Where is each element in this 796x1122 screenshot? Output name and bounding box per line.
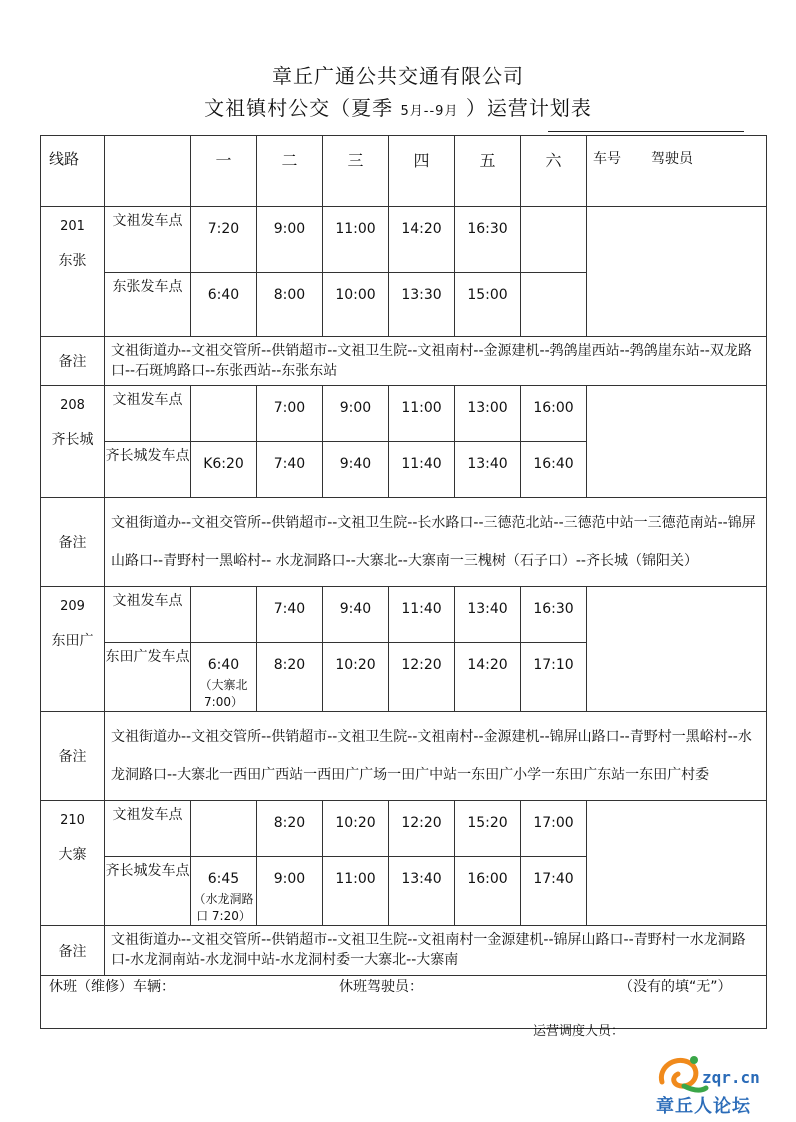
- departure-time: [455, 643, 521, 712]
- departure-time: [257, 801, 323, 857]
- departure-point: 齐长城发车点: [105, 857, 191, 926]
- route-number: 210: [60, 813, 85, 828]
- fill-hint: （没有的填“无”）: [619, 979, 732, 995]
- time-value: 6:45: [207, 871, 240, 887]
- time-value: 11:00: [335, 871, 376, 887]
- departure-time: [521, 801, 587, 857]
- remark-row: [41, 926, 767, 976]
- route-number: 201: [60, 219, 85, 234]
- time-value: 10:20: [335, 815, 376, 831]
- route-number: 209: [60, 599, 85, 614]
- departure-time: [455, 273, 521, 337]
- time-value: K6:20: [203, 456, 244, 472]
- route-cell: [41, 587, 105, 712]
- departure-time: [389, 643, 455, 712]
- time-value: 8:00: [273, 287, 306, 303]
- departure-time: [389, 857, 455, 926]
- time-value: 9:00: [273, 871, 306, 887]
- company-title: 章丘广通公共交通有限公司: [272, 64, 524, 88]
- remark-label: 备注: [41, 337, 105, 386]
- time-value: 16:30: [467, 221, 508, 237]
- plan-title: [0, 92, 796, 121]
- departure-time: [389, 207, 455, 273]
- time-value: 7:00: [273, 400, 306, 416]
- departure-time: [191, 386, 257, 442]
- route-name: 大寨: [58, 847, 87, 863]
- departure-time: [191, 643, 257, 712]
- car-driver-cell: [587, 207, 767, 337]
- time-value: 17:40: [533, 871, 574, 887]
- departure-point: 文祖发车点: [105, 207, 191, 273]
- time-value: 13:00: [467, 400, 508, 416]
- time-value: 13:40: [467, 601, 508, 617]
- departure-time: [455, 386, 521, 442]
- remark-label: 备注: [41, 926, 105, 976]
- table-row: [41, 207, 767, 273]
- route-name: 齐长城: [51, 432, 94, 448]
- dispatcher-label: 运营调度人员：: [533, 1024, 625, 1039]
- time-value: 11:40: [401, 456, 442, 472]
- time-value: 14:20: [467, 657, 508, 673]
- time-value: 7:20: [207, 221, 240, 237]
- logo-site: zqr.cn: [702, 1068, 760, 1087]
- departure-point: 文祖发车点: [105, 386, 191, 442]
- table-header-row: [41, 136, 767, 207]
- idle-driver-label: 休班驾驶员：: [339, 979, 423, 995]
- departure-time: [521, 857, 587, 926]
- time-value: 9:40: [339, 601, 372, 617]
- time-value: 15:20: [467, 815, 508, 831]
- departure-time: [521, 442, 587, 498]
- time-value: 16:00: [533, 400, 574, 416]
- time-value: 12:20: [401, 815, 442, 831]
- footer-row: [41, 976, 767, 1029]
- departure-time: [191, 587, 257, 643]
- time-value: 9:40: [339, 456, 372, 472]
- departure-time: [521, 643, 587, 712]
- departure-time: [521, 386, 587, 442]
- header-day-1: 一: [191, 136, 257, 207]
- departure-time: [191, 857, 257, 926]
- time-value: 6:40: [207, 287, 240, 303]
- car-driver-cell: [587, 801, 767, 926]
- departure-point: 文祖发车点: [105, 801, 191, 857]
- departure-time: [323, 587, 389, 643]
- time-value: 16:40: [533, 456, 574, 472]
- departure-time: [323, 643, 389, 712]
- header-day-6: 六: [521, 136, 587, 207]
- time-value: 14:20: [401, 221, 442, 237]
- plan-title-suffix: ）运营计划表: [465, 96, 592, 120]
- time-value: 10:20: [335, 657, 376, 673]
- header-car-driver: [587, 136, 767, 207]
- remark-label: 备注: [41, 712, 105, 801]
- time-value: 13:40: [401, 871, 442, 887]
- departure-time: [323, 442, 389, 498]
- idle-vehicle-label: 休班（维修）车辆：: [49, 979, 175, 995]
- departure-time: [257, 643, 323, 712]
- departure-time: [521, 207, 587, 273]
- departure-time: [389, 587, 455, 643]
- route-cell: [41, 207, 105, 337]
- header-day-5: 五: [455, 136, 521, 207]
- departure-time: [323, 207, 389, 273]
- departure-time: [257, 442, 323, 498]
- forum-logo: [650, 1050, 790, 1118]
- departure-time: [191, 801, 257, 857]
- remark-label: 备注: [41, 498, 105, 587]
- header-day-3: 三: [323, 136, 389, 207]
- remark-row: [41, 712, 767, 801]
- departure-time: [323, 273, 389, 337]
- departure-time: [323, 386, 389, 442]
- header-line: 线路: [41, 136, 105, 207]
- route-cell: [41, 801, 105, 926]
- route-number: 208: [60, 398, 85, 413]
- time-value: 12:20: [401, 657, 442, 673]
- time-value: 16:00: [467, 871, 508, 887]
- departure-time: [191, 273, 257, 337]
- departure-time: [257, 386, 323, 442]
- departure-time: [455, 587, 521, 643]
- time-value: 9:00: [273, 221, 306, 237]
- footer-cell: [41, 976, 767, 1029]
- header-blank: [105, 136, 191, 207]
- departure-time: [389, 273, 455, 337]
- departure-time: [389, 801, 455, 857]
- departure-time: [455, 857, 521, 926]
- table-row: [41, 801, 767, 857]
- time-value: 8:20: [273, 657, 306, 673]
- header-car: 车号: [593, 151, 621, 167]
- time-value: 17:00: [533, 815, 574, 831]
- remark-stops: 文祖街道办--文祖交管所--供销超市--文祖卫生院--文祖南村一金源建机--锦屏山路口--青野村一水龙洞路口-水龙洞南站-水龙洞中站-水龙洞村委一大寨北--大寨南: [105, 926, 767, 976]
- time-value: 9:00: [339, 400, 372, 416]
- car-driver-cell: [587, 386, 767, 498]
- header-driver: 驾驶员: [651, 151, 693, 167]
- time-value: 7:40: [273, 456, 306, 472]
- title-underline: [548, 131, 744, 132]
- departure-time: [323, 801, 389, 857]
- departure-time: [191, 442, 257, 498]
- departure-point: 东田广发车点: [105, 643, 191, 712]
- remark-stops: 文祖街道办--文祖交管所--供销超市--文祖卫生院--文祖南村--金源建机--锦屏山路口--青野村一黑峪村--水龙洞路口--大寨北一西田广西站一西田广广场一田广中站一东田广小学一东田广东站一东田广村委: [105, 712, 767, 801]
- time-value: 10:00: [335, 287, 376, 303]
- departure-time: [191, 207, 257, 273]
- time-value: 13:40: [467, 456, 508, 472]
- remark-stops: 文祖街道办--文祖交管所--供销超市--文祖卫生院--长水路口--三德范北站--三德范中站一三德范南站--锦屏山路口--青野村一黑峪村-- 水龙洞路口--大寨北--大寨南一三槐树（石子口）--齐长城（锦阳关）: [105, 498, 767, 587]
- plan-title-months: 5月--9月: [400, 104, 459, 119]
- header-day-4: 四: [389, 136, 455, 207]
- time-value: 11:40: [401, 601, 442, 617]
- time-value: 16:30: [533, 601, 574, 617]
- logo-name: 章丘人论坛: [656, 1096, 751, 1117]
- time-note: （水龙洞路口 7:20）: [193, 892, 254, 923]
- departure-point: 齐长城发车点: [105, 442, 191, 498]
- route-cell: [41, 386, 105, 498]
- plan-title-prefix: 文祖镇村公交（夏季: [204, 96, 394, 120]
- departure-time: [455, 442, 521, 498]
- departure-point: 文祖发车点: [105, 587, 191, 643]
- remark-stops: 文祖街道办--文祖交管所--供销超市--文祖卫生院--文祖南村--金源建机--鹁鸽崖西站--鹁鸽崖东站--双龙路口--石斑鸠路口--东张西站--东张东站: [105, 337, 767, 386]
- time-value: 11:00: [401, 400, 442, 416]
- departure-time: [389, 442, 455, 498]
- time-value: 13:30: [401, 287, 442, 303]
- table-row: [41, 386, 767, 442]
- time-note: （大寨北 7:00）: [199, 678, 248, 709]
- table-row: [41, 587, 767, 643]
- time-value: 15:00: [467, 287, 508, 303]
- time-value: 8:20: [273, 815, 306, 831]
- departure-time: [389, 386, 455, 442]
- time-value: 11:00: [335, 221, 376, 237]
- departure-time: [455, 801, 521, 857]
- remark-row: [41, 337, 767, 386]
- departure-time: [257, 587, 323, 643]
- car-driver-cell: [587, 587, 767, 712]
- route-name: 东张: [58, 253, 87, 269]
- departure-time: [257, 207, 323, 273]
- departure-time: [455, 207, 521, 273]
- departure-time: [323, 857, 389, 926]
- schedule-table: [40, 135, 767, 1029]
- departure-time: [521, 587, 587, 643]
- route-name: 东田广: [51, 633, 94, 649]
- remark-row: [41, 498, 767, 587]
- departure-point: 东张发车点: [105, 273, 191, 337]
- time-value: 6:40: [207, 657, 240, 673]
- departure-time: [521, 273, 587, 337]
- departure-time: [257, 273, 323, 337]
- time-value: 17:10: [533, 657, 574, 673]
- header-day-2: 二: [257, 136, 323, 207]
- departure-time: [257, 857, 323, 926]
- time-value: 7:40: [273, 601, 306, 617]
